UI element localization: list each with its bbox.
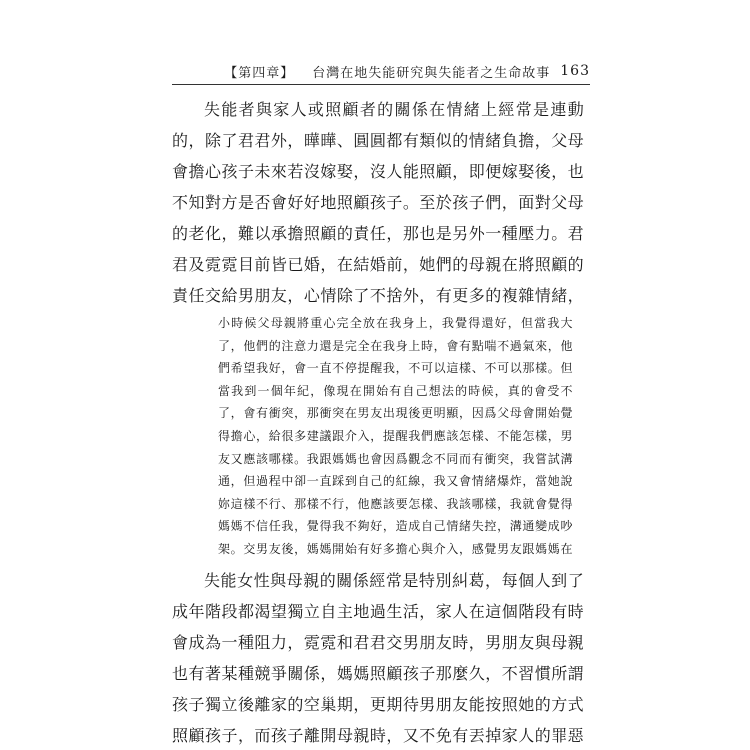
body-paragraph-2: 失能女性與母親的關係經常是特別糾葛，每個人到了成年階段都渴望獨立自主地過生活，家人在這個階段有時會成為一種阻力，霓霓和君君交男朋友時，男朋友與母親也有著某種競爭關係，媽媽照顧孩子那麼久，不習慣所謂孩子獨立後離家的空巢期，更期待男朋友能按照她的方式照顧孩子，而孩子離開母親時，又不免有丟掉家人的罪惡 [172,571,584,745]
header-divider [172,84,590,85]
running-header [180,60,590,82]
interview-quote: 小時候父母親將重心完全放在我身上，我覺得還好，但當我大了，他們的注意力還是完全在我身上時，會有點喘不過氣來，他們希望我好，會一直不停提醒我，不可以這樣、不可以那樣。但當我到一個年紀，像現在開始有自己想法的時候，真的會受不了，會有衝突，那衝突在男友出現後更明顯，因爲父母會開始覺得擔心，給很多建議跟介入，提醒我們應該怎樣、不能怎樣，男友又應該哪樣。我跟媽媽也會因爲觀念不同而有衝突，我嘗試溝通，但過程中卻一直踩到自己的紅線，我又會情緒爆炸，當她說妳這樣不行、那樣不行，他應該要怎樣、我該哪樣，我就會覺得媽媽不信任我，覺得我不夠好，造成自己情緒失控，溝通變成吵架。交男友後，媽媽開始有好多擔心與介入，感覺男友跟媽媽在 [218,316,573,556]
body-paragraph-1: 失能者與家人或照顧者的關係在情緒上經常是連動的，除了君君外，曄曄、圓圓都有類似的情緒負擔，父母會擔心孩子未來若沒嫁娶，沒人能照顧，即便嫁娶後，也不知對方是否會好好地照顧孩子。至於孩子們，面對父母的老化，難以承擔照顧的責任，那也是另外一種壓力。君君及霓霓目前皆已婚，在結婚前，她們的母親在將照顧的責任交給男朋友，心情除了不捨外，有更多的複雜情緒， [172,100,584,305]
page-number: 163 [560,63,590,79]
running-title: 台灣在地失能研究與失能者之生命故事 [312,65,551,81]
chapter-label: 【第四章】 [224,65,295,81]
